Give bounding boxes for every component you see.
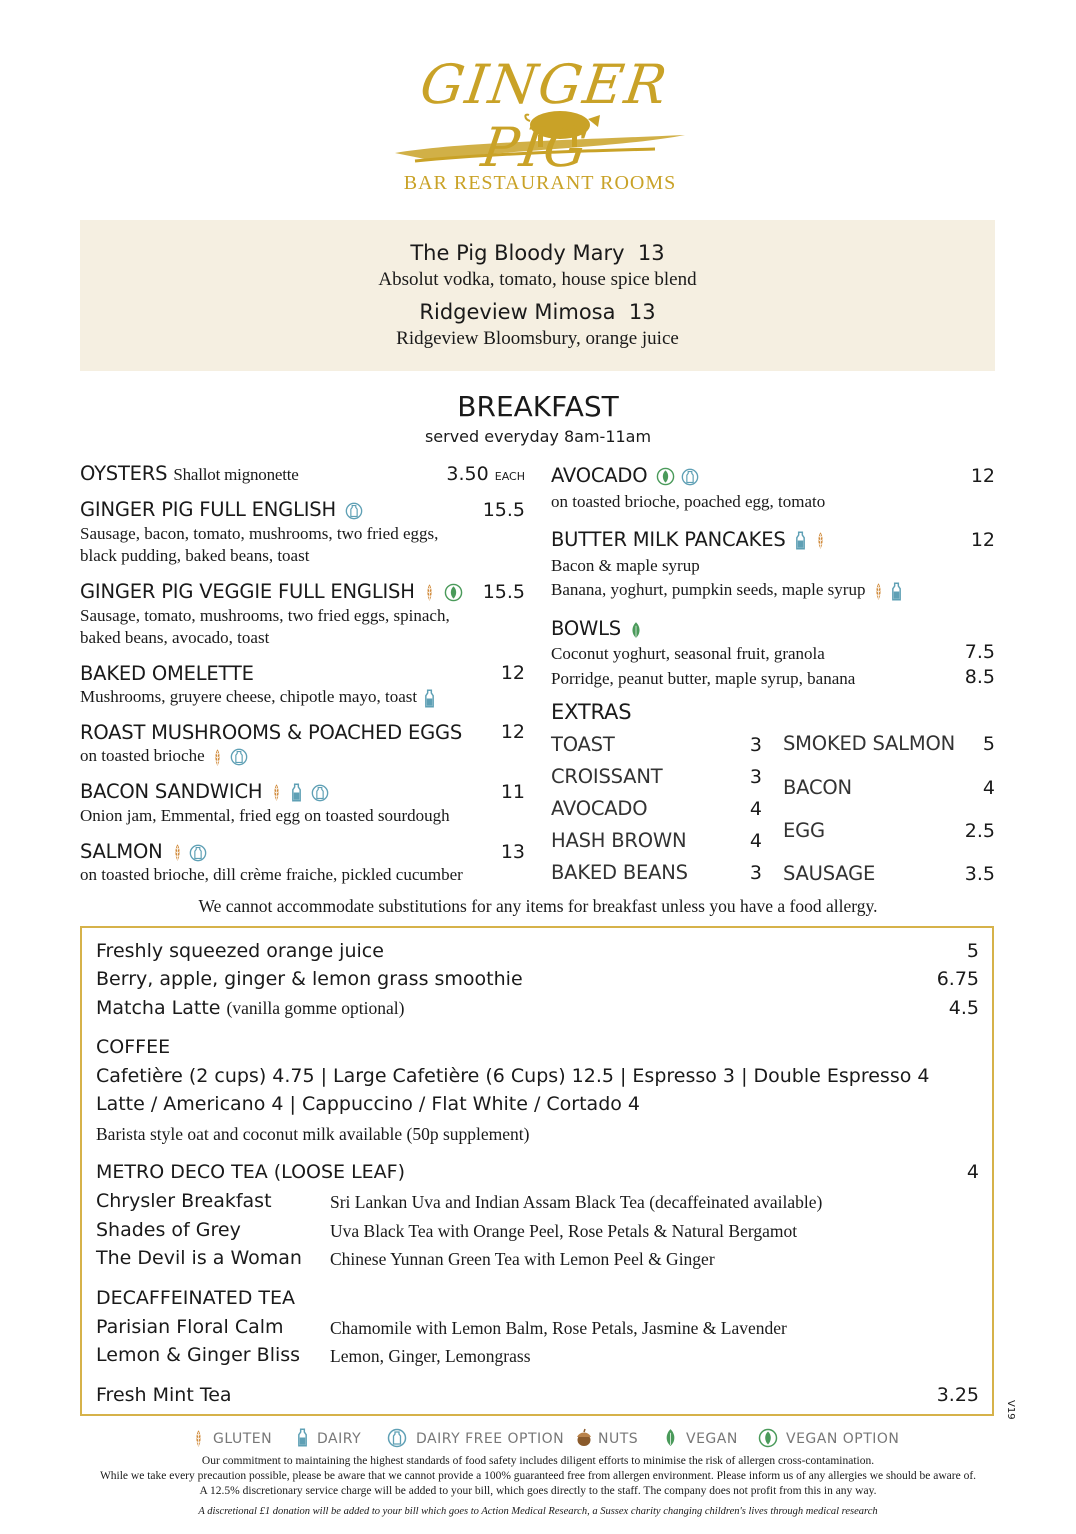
item-desc: Bacon & maple syrup: [551, 556, 700, 575]
coffee-note: Barista style oat and coconut milk available (50p supplement): [96, 1124, 530, 1144]
decaf-title: DECAFFEINATED TEA: [96, 1287, 295, 1309]
legend-label: DAIRY FREE OPTION: [416, 1431, 565, 1447]
item-name: GINGER PIG FULL ENGLISH: [80, 498, 336, 521]
menu-item-bowls: [551, 617, 642, 640]
extra-name: AVOCADO: [551, 797, 648, 820]
legend-label: VEGAN OPTION: [786, 1431, 900, 1447]
menu-item-bacon-sandwich: [80, 780, 329, 803]
menu-item-pancakes: [551, 528, 826, 551]
cocktail-1: [80, 241, 995, 265]
dairy-icon: [291, 783, 302, 802]
legend-label: GLUTEN: [213, 1431, 273, 1447]
coffee-line: Cafetière (2 cups) 4.75 | Large Cafetière (6 Cups) 12.5 | Espresso 3 | Double Espresso 4: [96, 1065, 930, 1087]
vegan-icon: [630, 621, 642, 639]
drink-name: Berry, apple, ginger & lemon grass smoothie: [96, 968, 523, 990]
dairy-icon: [795, 531, 806, 550]
menu-item-veggie-full-english: [80, 580, 463, 603]
tea-name: Lemon & Ginger Bliss: [96, 1344, 301, 1366]
legend-label: DAIRY: [317, 1431, 362, 1447]
drink-note: (vanilla gomme optional): [226, 998, 405, 1018]
vegan-option-icon: [656, 467, 675, 486]
item-desc: Sausage, bacon, tomato, mushrooms, two fried eggs,: [80, 524, 439, 543]
dairy-icon: [891, 582, 902, 601]
item-name: AVOCADO: [551, 464, 648, 487]
tea-desc: Sri Lankan Uva and Indian Assam Black Tea (decaffeinated available): [330, 1192, 823, 1212]
menu-item-full-english: [80, 498, 363, 521]
menu-item-oysters: [80, 462, 299, 486]
extra-name: SMOKED SALMON: [783, 732, 955, 755]
item-name: BOWLS: [551, 617, 621, 640]
item-price: 11: [500, 781, 525, 803]
extra-name: SAUSAGE: [783, 862, 876, 885]
extra-price: 3.5: [964, 863, 995, 885]
dairy-free-option-icon: [189, 844, 207, 862]
gluten-icon: [212, 748, 223, 767]
price-unit: EACH: [494, 470, 525, 483]
item-desc-row: [80, 745, 248, 767]
item-desc: baked beans, avocado, toast: [80, 628, 270, 647]
item-name: BACON SANDWICH: [80, 780, 263, 803]
drink-price: 4.5: [948, 997, 979, 1019]
item-price: 8.5: [964, 666, 995, 688]
item-desc: Sausage, tomato, mushrooms, two fried eggs, spinach,: [80, 606, 450, 625]
extra-price: 4: [749, 830, 762, 852]
item-desc-row: [551, 579, 902, 601]
extra-price: 3: [749, 766, 762, 788]
item-price: 7.5: [964, 641, 995, 663]
vegan-icon: [664, 1428, 677, 1447]
footer-line: Our commitment to maintaining the highest standards of food safety includes diligent efforts to minimise the risk of allergen cross-contamination.: [201, 1455, 875, 1467]
tagline: BAR RESTAURANT ROOMS: [403, 172, 677, 194]
ginger-pig-logo: [385, 45, 695, 179]
item-desc: Onion jam, Emmental, fried egg on toasted sourdough: [80, 806, 450, 825]
tea-title: METRO DECO TEA (LOOSE LEAF): [96, 1161, 406, 1183]
item-name: SALMON: [80, 840, 163, 863]
logo-text: GINGER PIG: [416, 53, 673, 179]
item-price: 12: [500, 662, 525, 684]
extra-price: 4: [982, 777, 995, 799]
extra-name: HASH BROWN: [551, 829, 687, 852]
extra-price: 3: [749, 862, 762, 884]
item-name: OYSTERS: [80, 462, 168, 485]
dairy-icon: [297, 1428, 308, 1447]
drink-price: 5: [966, 940, 979, 962]
item-desc: on toasted brioche: [80, 746, 205, 765]
extra-price: 2.5: [964, 820, 995, 842]
tea-name: Parisian Floral Calm: [96, 1316, 284, 1338]
extra-price: 4: [749, 798, 762, 820]
item-desc: black pudding, baked beans, toast: [80, 546, 310, 565]
item-desc-row: [80, 686, 435, 708]
price-value: 3.50: [446, 463, 489, 485]
cocktail-desc: Ridgeview Bloomsbury, orange juice: [396, 328, 679, 349]
breakfast-subtitle: served everyday 8am-11am: [424, 427, 652, 446]
tea-desc: Uva Black Tea with Orange Peel, Rose Petals & Natural Bergamot: [330, 1221, 798, 1241]
coffee-title: COFFEE: [96, 1036, 171, 1058]
item-desc: Porridge, peanut butter, maple syrup, banana: [551, 669, 856, 688]
extra-price: 3: [749, 734, 762, 756]
dairy-icon: [424, 689, 435, 708]
nuts-icon: [574, 1428, 594, 1448]
cocktail-desc: Absolut vodka, tomato, house spice blend: [378, 269, 697, 290]
tea-desc: Chamomile with Lemon Balm, Rose Petals, Jasmine & Lavender: [330, 1318, 787, 1338]
gluten-icon: [815, 531, 826, 550]
item-desc: on toasted brioche, dill crème fraiche, pickled cucumber: [80, 865, 463, 884]
item-desc: Coconut yoghurt, seasonal fruit, granola: [551, 644, 825, 663]
gluten-icon: [172, 843, 183, 862]
item-price: 15.5: [482, 499, 525, 521]
tea-name: Shades of Grey: [96, 1219, 241, 1241]
item-desc: on toasted brioche, poached egg, tomato: [551, 492, 826, 511]
item-name: BUTTER MILK PANCAKES: [551, 528, 786, 551]
cocktail-2: [80, 300, 995, 324]
item-desc: Banana, yoghurt, pumpkin seeds, maple syrup: [551, 580, 866, 599]
gluten-icon: [271, 783, 282, 802]
cocktail-price: 13: [628, 300, 656, 324]
tea-name: The Devil is a Woman: [96, 1247, 302, 1269]
dairy-free-option-icon: [311, 784, 329, 802]
drink-row: [96, 997, 404, 1019]
item-price: 12: [970, 465, 995, 487]
coffee-line: Latte / Americano 4 | Cappuccino / Flat White / Cortado 4: [96, 1093, 641, 1115]
cocktail-name: Ridgeview Mimosa: [419, 300, 616, 324]
tea-name: Chrysler Breakfast: [96, 1190, 272, 1212]
menu-item-salmon: [80, 840, 207, 863]
item-inline-desc: Shallot mignonette: [173, 465, 299, 484]
extras-title: EXTRAS: [551, 700, 632, 724]
extra-name: EGG: [783, 819, 825, 842]
cocktail-box: [80, 220, 995, 371]
vegan-option-icon: [758, 1428, 778, 1448]
cocktail-name: The Pig Bloody Mary: [410, 241, 625, 265]
tea-desc: Lemon, Ginger, Lemongrass: [330, 1346, 531, 1366]
item-price: 13: [500, 841, 525, 863]
extra-price: 5: [982, 733, 995, 755]
breakfast-title: BREAKFAST: [457, 390, 619, 423]
menu-item-avocado: [551, 464, 699, 487]
dairy-free-option-icon: [387, 1428, 407, 1448]
gluten-icon: [424, 583, 435, 602]
menu-item-baked-omelette: [80, 662, 254, 685]
item-name: BAKED OMELETTE: [80, 662, 254, 685]
item-price: 12: [500, 721, 525, 743]
gluten-icon: [873, 582, 884, 601]
cocktail-price: 13: [637, 241, 665, 265]
item-price: [420, 463, 525, 485]
extra-name: BAKED BEANS: [551, 861, 688, 884]
legend-label: VEGAN: [686, 1431, 738, 1447]
item-price: 12: [970, 529, 995, 551]
mint-tea-price: 3.25: [936, 1384, 979, 1406]
legend-label: NUTS: [598, 1431, 639, 1447]
version-label: V19: [1005, 1400, 1016, 1420]
extra-name: CROISSANT: [551, 765, 663, 788]
tea-desc: Chinese Yunnan Green Tea with Lemon Peel & Ginger: [330, 1249, 715, 1269]
tea-price: 4: [966, 1161, 979, 1183]
mint-tea-name: Fresh Mint Tea: [96, 1384, 232, 1406]
dairy-free-option-icon: [230, 748, 248, 766]
extra-name: TOAST: [551, 733, 615, 756]
footer-donation: A discretional £1 donation will be added to your bill which goes to Action Medical Research, a Sussex charity changing children's lives through medical research: [198, 1506, 878, 1517]
extra-name: BACON: [783, 776, 852, 799]
menu-item-roast-mushrooms: [80, 721, 462, 744]
item-name: GINGER PIG VEGGIE FULL ENGLISH: [80, 580, 415, 603]
item-price: 15.5: [482, 581, 525, 603]
dairy-free-option-icon: [681, 468, 699, 486]
drink-price: 6.75: [936, 968, 979, 990]
allergen-legend: [0, 1428, 1076, 1450]
substitution-note: We cannot accommodate substitutions for any items for breakfast unless you have a food allergy.: [198, 896, 878, 916]
item-name: ROAST MUSHROOMS & POACHED EGGS: [80, 721, 463, 744]
footer-line: A 12.5% discretionary service charge will be added to your bill, which goes directly to the staff. The company does not profit from this in any way.: [199, 1485, 877, 1497]
footer-line: While we take every precaution possible, please be aware that we cannot provide a 100% guaranteed free from allergen environment. Please inform us of any allergies we should be aware of.: [99, 1470, 977, 1482]
drink-name: Freshly squeezed orange juice: [96, 940, 384, 962]
dairy-free-option-icon: [345, 502, 363, 520]
drink-name: Matcha Latte: [96, 997, 221, 1019]
gluten-icon: [193, 1429, 204, 1448]
item-desc: Mushrooms, gruyere cheese, chipotle mayo, toast: [80, 687, 418, 706]
